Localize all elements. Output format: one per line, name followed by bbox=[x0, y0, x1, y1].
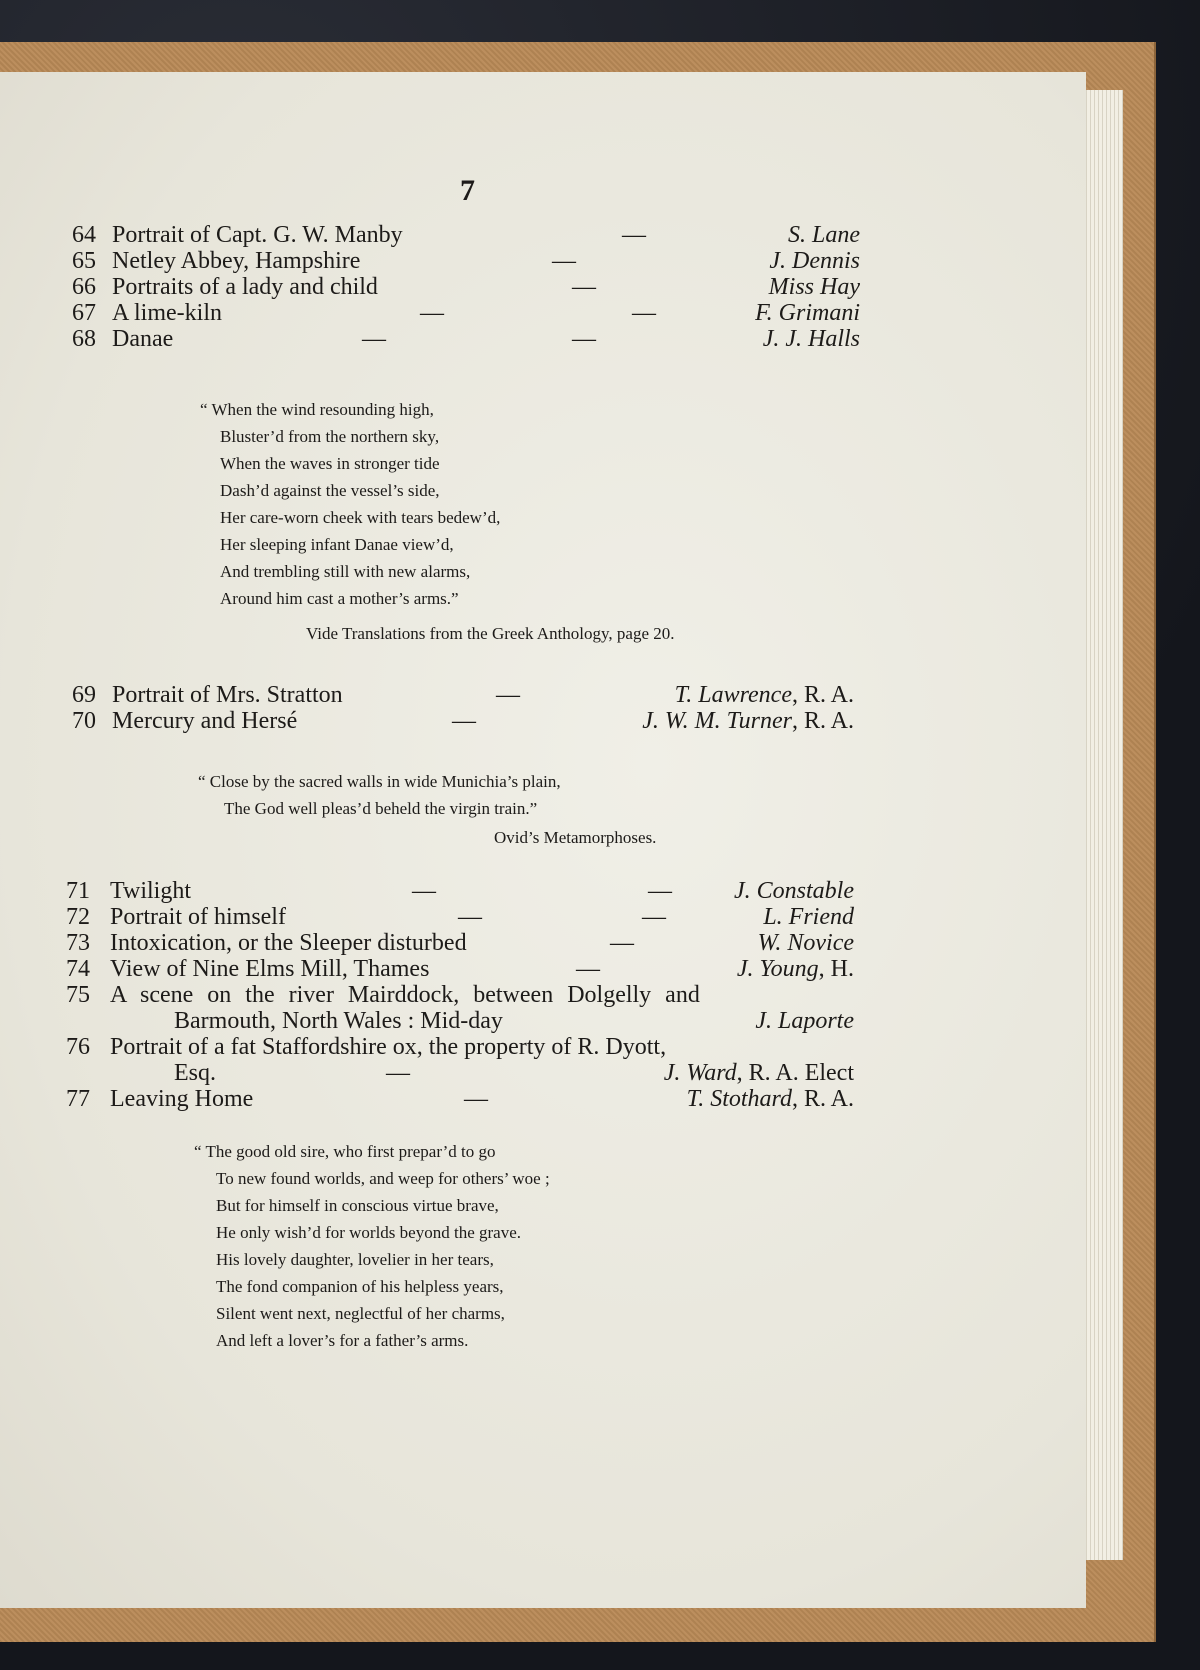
verse-line: And left a lover’s for a father’s arms. bbox=[216, 1331, 469, 1350]
entry-title: Portrait of a fat Staffordshire ox, the property of R. Dyott, bbox=[110, 1034, 667, 1060]
entry-title-continued: Barmouth, North Wales : Mid-day bbox=[174, 1008, 503, 1034]
verse-line: The God well pleas’d beheld the virgin train.” bbox=[224, 799, 538, 818]
entry-artist: J. Young, H. bbox=[736, 956, 854, 982]
verse-line: To new found worlds, and weep for others’ woe ; bbox=[216, 1169, 550, 1188]
entry-number: 74 bbox=[66, 956, 90, 982]
entry-number: 72 bbox=[66, 904, 90, 930]
entry-title: Twilight bbox=[110, 878, 191, 904]
dash: — bbox=[552, 248, 576, 274]
entry-artist: J. Dennis bbox=[769, 248, 860, 274]
verse-citation: Vide Translations from the Greek Anthology, page 20. bbox=[306, 624, 675, 643]
verse-line: “ When the wind resounding high, bbox=[200, 400, 434, 419]
dash: — bbox=[632, 300, 656, 326]
verse-line: But for himself in conscious virtue brave, bbox=[216, 1196, 499, 1215]
entry-title: A lime-kiln bbox=[112, 300, 222, 326]
entry-number: 77 bbox=[66, 1086, 90, 1112]
entry-title: Portrait of himself bbox=[110, 904, 286, 930]
entry-title: Portrait of Mrs. Stratton bbox=[112, 682, 343, 708]
entry-title: View of Nine Elms Mill, Thames bbox=[110, 956, 430, 982]
entry-title: Mercury and Hersé bbox=[112, 708, 298, 734]
entry-number: 64 bbox=[72, 222, 96, 248]
verse-line: When the waves in stronger tide bbox=[220, 454, 440, 473]
entry-number: 75 bbox=[66, 982, 90, 1008]
verse-citation: Ovid’s Metamorphoses. bbox=[494, 828, 657, 847]
verse-line: “ Close by the sacred walls in wide Munichia’s plain, bbox=[198, 772, 561, 791]
entry-number: 73 bbox=[66, 930, 90, 956]
entry-title: Portrait of Capt. G. W. Manby bbox=[112, 222, 403, 248]
verse-line: Silent went next, neglectful of her charms, bbox=[216, 1304, 505, 1323]
entry-number: 69 bbox=[72, 682, 96, 708]
entry-number: 67 bbox=[72, 300, 96, 326]
verse-line: The fond companion of his helpless years, bbox=[216, 1277, 504, 1296]
entry-artist: T. Stothard, R. A. bbox=[686, 1086, 854, 1112]
dash: — bbox=[452, 708, 476, 734]
verse-line: Bluster’d from the northern sky, bbox=[220, 427, 440, 446]
entry-artist: J. Ward, R. A. Elect bbox=[663, 1060, 854, 1086]
dash: — bbox=[576, 956, 600, 982]
entry-title: Netley Abbey, Hampshire bbox=[112, 248, 361, 274]
entry-title: Danae bbox=[112, 326, 174, 352]
dash: — bbox=[648, 878, 672, 904]
entry-artist: S. Lane bbox=[788, 222, 860, 248]
verse-line: Around him cast a mother’s arms.” bbox=[220, 589, 459, 608]
dash: — bbox=[412, 878, 436, 904]
entry-artist: Miss Hay bbox=[768, 274, 860, 300]
entry-artist: J. W. M. Turner, R. A. bbox=[642, 708, 854, 734]
page-number: 7 bbox=[460, 174, 475, 207]
entry-title: Portraits of a lady and child bbox=[112, 274, 378, 300]
dash: — bbox=[622, 222, 646, 248]
dash: — bbox=[362, 326, 386, 352]
verse-line: Her care-worn cheek with tears bedew’d, bbox=[220, 508, 501, 527]
verse-line: He only wish’d for worlds beyond the grave. bbox=[216, 1223, 521, 1242]
entry-artist: L. Friend bbox=[763, 904, 854, 930]
dash: — bbox=[572, 326, 596, 352]
dash: — bbox=[610, 930, 634, 956]
entry-artist: F. Grimani bbox=[755, 300, 860, 326]
dash: — bbox=[464, 1086, 488, 1112]
verse-line: His lovely daughter, lovelier in her tears, bbox=[216, 1250, 494, 1269]
entry-artist: J. Laporte bbox=[755, 1008, 854, 1034]
entry-artist: W. Novice bbox=[757, 930, 854, 956]
dash: — bbox=[386, 1060, 410, 1086]
dash: — bbox=[642, 904, 666, 930]
entry-number: 66 bbox=[72, 274, 96, 300]
verse-line: Dash’d against the vessel’s side, bbox=[220, 481, 440, 500]
dash: — bbox=[458, 904, 482, 930]
entry-number: 71 bbox=[66, 878, 90, 904]
entry-title: Leaving Home bbox=[110, 1086, 254, 1112]
verse-line: And trembling still with new alarms, bbox=[220, 562, 471, 581]
entry-number: 68 bbox=[72, 326, 96, 352]
dash: — bbox=[496, 682, 520, 708]
verse-line: “ The good old sire, who first prepar’d to go bbox=[194, 1142, 496, 1161]
entry-artist: J. J. Halls bbox=[762, 326, 860, 352]
entry-number: 76 bbox=[66, 1034, 90, 1060]
entry-artist: J. Constable bbox=[734, 878, 854, 904]
entry-title: A scene on the river Mairddock, between Dolgelly and bbox=[110, 982, 700, 1008]
entry-artist: T. Lawrence, R. A. bbox=[674, 682, 854, 708]
entry-title: Intoxication, or the Sleeper disturbed bbox=[110, 930, 467, 956]
verse-line: Her sleeping infant Danae view’d, bbox=[220, 535, 454, 554]
catalogue-page bbox=[0, 72, 1086, 1608]
entry-title-continued: Esq. bbox=[174, 1060, 216, 1086]
dash: — bbox=[420, 300, 444, 326]
dash: — bbox=[572, 274, 596, 300]
entry-number: 65 bbox=[72, 248, 96, 274]
entry-number: 70 bbox=[72, 708, 96, 734]
